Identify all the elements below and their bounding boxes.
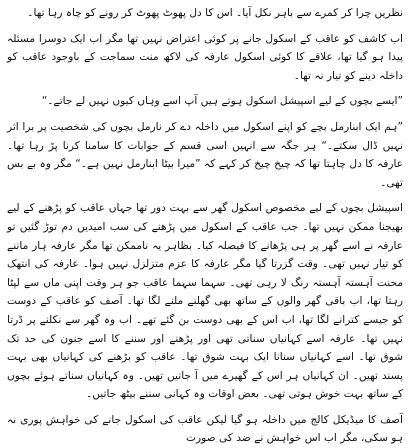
paragraph-3: ”ایسے بچوں کے لیے اسپیشل اسکول ہوتے ہیں آپ اسے وہاں کیوں نہیں لے جاتے۔“ <box>41 95 403 108</box>
paragraph-6: آصف کا میڈیکل کالج میں داخلہ ہو گیا لیکن عاقب کی اسکول جانے کی خواہش پوری نہ ہو سکی، مگر اب اس خواہش نے ضد کی صورت <box>7 413 403 445</box>
paragraph-2: اب کاشف کو عاقب کے اسکول جانے پر کوئی اعتراض نہیں تھا مگر اب ایک دوسرا مسئلہ پیدا ہو گیا تھا، علاقے کا کوئی اسکول عارفہ کی لاکھ منت سماجت کے باوجود عاقب کو داخلہ دینے کو تیار نہ تھا۔ <box>7 32 403 82</box>
paragraph-5: اسپیشل بچوں کے لیے مخصوص اسکول گھر سے بہت دور تھا جہاں عاقب کو پڑھنے کے لیے بھیجنا ممکن نہیں تھا۔ جب عاقب کے اسکول میں پڑھنے کی سب امیدیں دم توڑ گئیں تو عارفہ نے اسے گھر پر ہی پڑھانے کا فیصلہ کیا۔ بظاہر یہ ناممکن تھا مگر عارفہ ہار ماننے کو تیار نہیں تھی۔ وقت گزرتا گیا مگر عارفہ کا عزم متزلزل نہیں ہوا۔ عارفہ کی انتھک محنت آہستہ آہستہ رنگ لا رہی تھی۔ سہما سہما عاقب جو ہر وقت اپنی ماں سے لپٹا رہتا تھا، اب باقی گھر والوں کے ساتھ بھی گھلنے ملنے لگا تھا۔ آصف کو عاقب کے دوست کو جیسے کترانے لگا تھا، اب اس کے بھی دوست بن گئے تھے۔ اب وہ گھر سے نکلنے پر ڈرتا نہیں تھا۔ عارفہ اسے کہانیاں سناتی تھی اور پڑھنے اور سننے کا اسے جنون کی حد تک شوق تھا۔ اسے کہانیاں سنانا ایک بہت شوق تھا۔ عاقب کو بڑھنے کی کہانیاں بھی بہت پسند تھیں۔ ان کہانیاں ہر اس کے گھیرے میں آ جاتیں تھیں۔ وہ کہانیاں سناتے ہوئے بچوں کے ساتھ بہت خوش ہوتی تھی۔ بعض اوقات وہ کہانی سننے بیٹھ جاتیں۔ <box>7 202 403 401</box>
paragraph-4: ”ہم ایک ابنارمل بچے کو اپنے اسکول میں داخلہ دے کر نارمل بچوں کی شخصیت پر برا اثر نہیں ڈال سکتے۔“ ہر جگہ سے انہیں اسی قسم کے جوابات کا سامنا کرنا پڑ رہا تھا۔ عارفہ کا دل چاہتا تھا کہ چیخ چیخ کر کہے کہ ”میرا بیٹا ابنارمل نہیں ہے۔“ مگر وہ بے بس تھی۔ <box>7 120 403 189</box>
paragraph-1: نظریں چرا کر کمرے سے باہر نکل آیا۔ اس کا دل پھوٹ پھوٹ کر رونے کو چاہ رہا تھا۔ <box>27 7 403 19</box>
